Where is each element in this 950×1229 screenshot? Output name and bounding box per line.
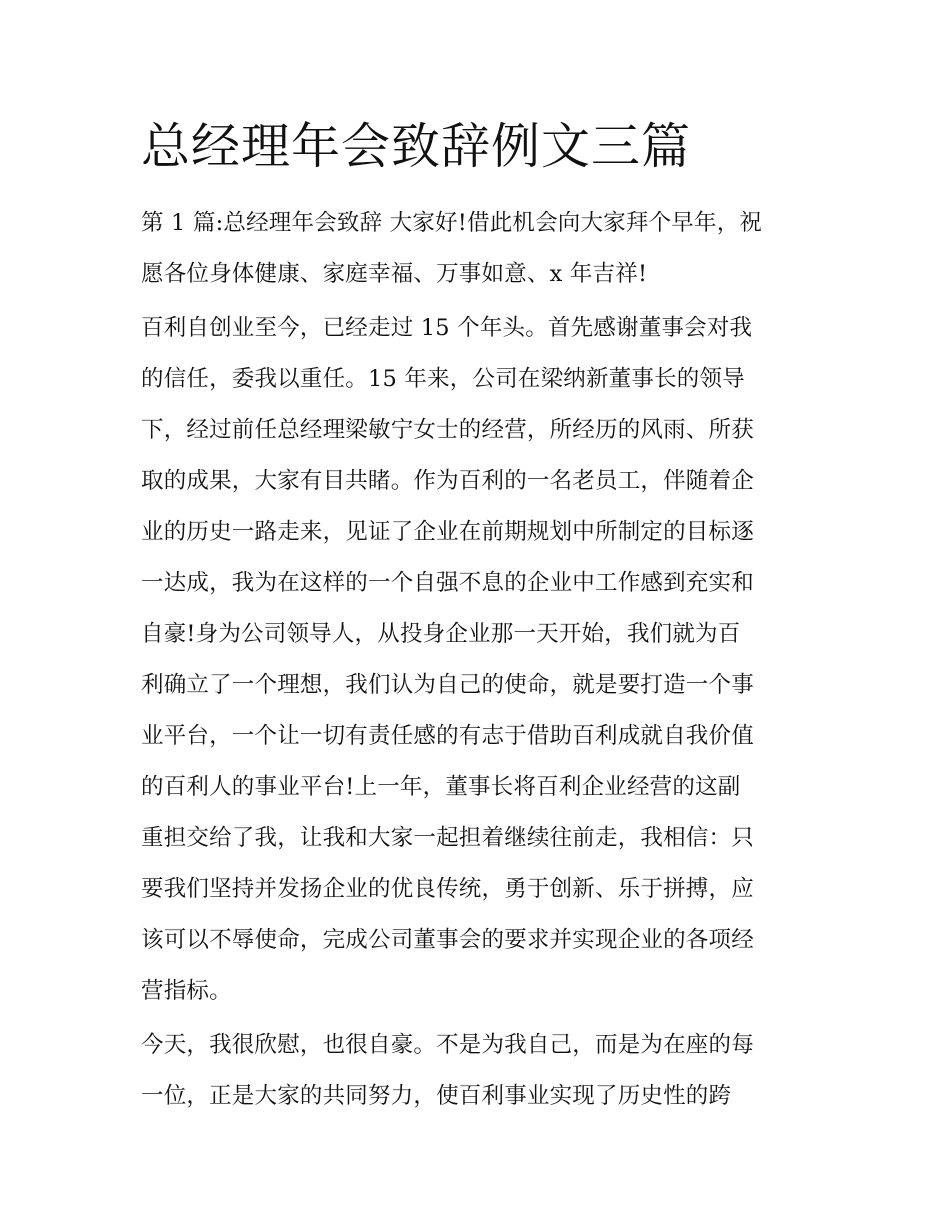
text-line: 业的历史一路走来，见证了企业在前期规划中所制定的目标逐 (141, 519, 754, 545)
text-line: 要我们坚持并发扬企业的优良传统，勇于创新、乐于拼搏，应 (141, 876, 754, 902)
text-line: 业平台，一个让一切有责任感的有志于借助百利成就自我价值 (141, 723, 754, 749)
text-line: 营指标。 (141, 978, 232, 1004)
text-line: 一达成，我为在这样的一个自强不息的企业中工作感到充实和 (141, 570, 754, 596)
text-line: 重担交给了我，让我和大家一起担着继续往前走，我相信：只 (141, 825, 754, 851)
paragraph-3 (141, 1024, 811, 1126)
text-line: 第 1 篇:总经理年会致辞 大家好!借此机会向大家拜个早年，祝 (141, 210, 763, 236)
document-title: 总经理年会致辞例文三篇 (141, 118, 692, 175)
text-line: 利确立了一个理想，我们认为自己的使命，就是要打造一个事 (141, 672, 754, 698)
text-line: 一位，正是大家的共同努力，使百利事业实现了历史性的跨 (141, 1083, 732, 1109)
text-line: 今天，我很欣慰，也很自豪。不是为我自己，而是为在座的每 (141, 1032, 754, 1058)
text-line: 下，经过前任总经理梁敏宁女士的经营，所经历的风雨、所获 (141, 417, 754, 443)
text-line: 百利自创业至今，已经走过 15 个年头。首先感谢董事会对我 (141, 315, 753, 341)
text-line: 取的成果，大家有目共睹。作为百利的一名老员工，伴随着企 (141, 468, 754, 494)
paragraph-2 (141, 307, 811, 1021)
document-body (141, 202, 811, 1126)
text-line: 自豪!身为公司领导人，从投身企业那一天开始，我们就为百 (141, 621, 741, 647)
text-line: 的信任，委我以重任。15 年来，公司在梁纳新董事长的领导 (141, 366, 745, 392)
paragraph-1 (141, 202, 811, 304)
text-line: 的百利人的事业平台!上一年，董事长将百利企业经营的这副 (141, 774, 741, 800)
text-line: 愿各位身体健康、家庭幸福、万事如意、x 年吉祥! (141, 261, 648, 287)
text-line: 该可以不辱使命，完成公司董事会的要求并实现企业的各项经 (141, 927, 754, 953)
